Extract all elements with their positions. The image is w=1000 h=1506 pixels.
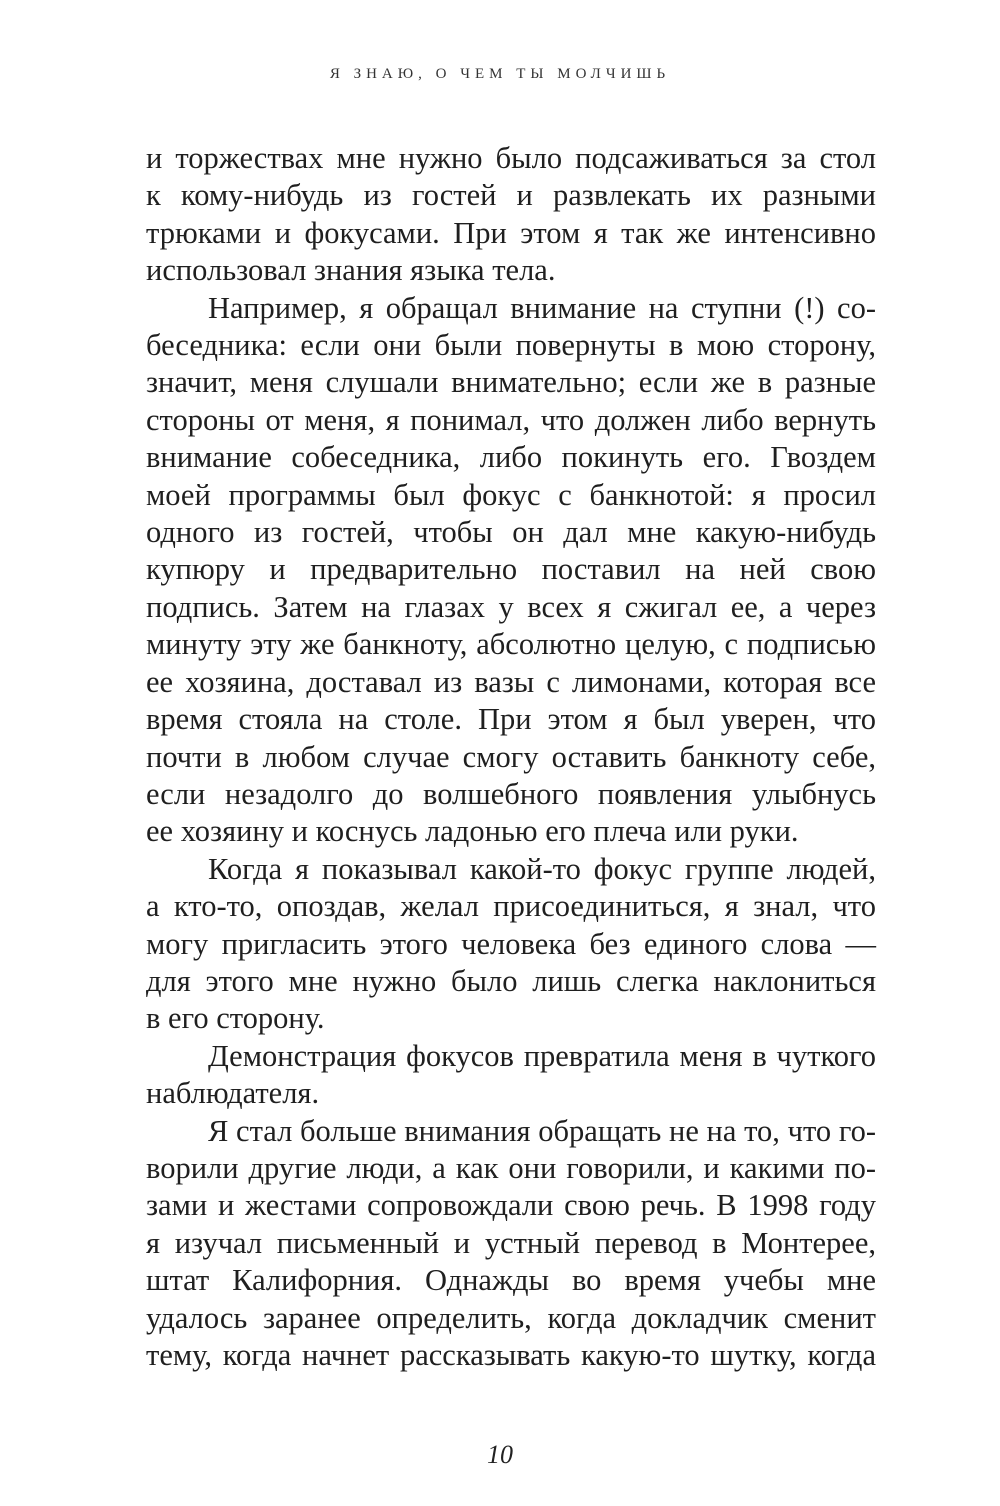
text-line: тему, когда начнет рассказывать какую-то шутку, когда [146, 1338, 876, 1372]
text-line: зами и жестами сопровождали свою речь. В 1998 году [146, 1188, 876, 1223]
text-line: время стояла на столе. При этом я был уверен, что [146, 702, 876, 737]
text-line: минуту эту же банкноту, абсолютно целую, с подписью [146, 627, 876, 662]
text-line: а кто-то, опоздав, желал присоединиться, я знал, что [146, 889, 876, 924]
text-line: купюру и предварительно поставил на ней свою [146, 552, 876, 587]
text-line: для этого мне нужно было лишь слегка наклониться [146, 963, 876, 998]
text-line: моей программы был фокус с банкнотой: я просил [146, 477, 876, 512]
text-line: значит, меня слушали внимательно; если же в разные [146, 365, 876, 400]
text-line: трюками и фокусами. При этом я так же интенсивно [146, 215, 876, 250]
text-line: могу пригласить этого человека без единого слова — [146, 926, 876, 961]
text-line: Когда я показывал какой-то фокус группе людей, [208, 851, 876, 886]
text-line: ворили другие люди, а как они говорили, и какими по- [146, 1150, 876, 1185]
paragraph-3 [146, 851, 876, 1038]
page-number: 10 [487, 1440, 513, 1469]
text-line: почти в любом случае смогу оставить банкноту себе, [146, 739, 876, 774]
paragraph-5 [146, 1113, 876, 1375]
text-line: к кому-нибудь из гостей и развлекать их разными [146, 178, 876, 213]
text-line: внимание собеседника, либо покинуть его. Гвоздем [146, 440, 876, 475]
text-line: удалось заранее определить, когда докладчик сменит [146, 1300, 876, 1335]
text-line: одного из гостей, чтобы он дал мне какую-нибудь [146, 515, 876, 550]
paragraph-1 [146, 140, 876, 290]
text-line: Демонстрация фокусов превратила меня в чуткого [208, 1038, 876, 1073]
paragraph-4 [146, 1038, 876, 1113]
text-line: и торжествах мне нужно было подсаживаться за стол [146, 141, 876, 175]
text-line: стороны от меня, я понимал, что должен либо вернуть [146, 402, 876, 437]
text-line: если незадолго до волшебного появления улыбнусь [146, 776, 876, 811]
text-line: Я стал больше внимания обращать не на то, что го- [208, 1113, 876, 1148]
text-line: Например, я обращал внимание на ступни (!) со- [208, 290, 876, 325]
running-head-title: Я ЗНАЮ, О ЧЕМ ТЫ МОЛЧИШЬ [329, 66, 671, 82]
text-line: ее хозяину и коснусь ладонью его плеча или руки. [146, 814, 799, 849]
text-line: беседника: если они были повернуты в мою сторону, [146, 328, 876, 363]
paragraph-2 [146, 290, 876, 851]
text-line: в его сторону. [146, 1001, 325, 1036]
body-text [146, 140, 876, 1374]
text-line: наблюдателя. [146, 1076, 320, 1111]
text-line: использовал знания языка тела. [146, 253, 556, 288]
text-line: штат Калифорния. Однажды во время учебы мне [146, 1263, 876, 1298]
text-line: ее хозяина, доставал из вазы с лимонами, которая все [146, 664, 876, 699]
text-line: подпись. Затем на глазах у всех я сжигал ее, а через [146, 589, 876, 624]
text-line: я изучал письменный и устный перевод в Монтерее, [146, 1225, 876, 1260]
